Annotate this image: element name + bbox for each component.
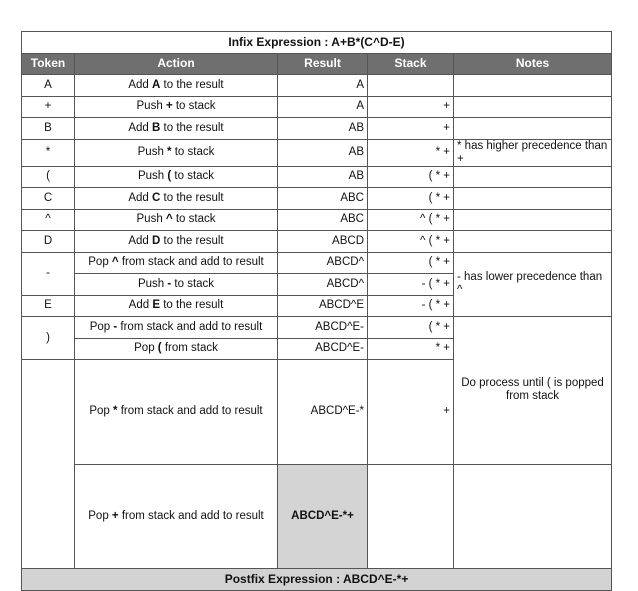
result-cell: ABCD^ <box>278 252 368 274</box>
result-cell: ABC <box>278 209 368 231</box>
table-row <box>22 166 612 188</box>
action-text: Add <box>128 191 153 204</box>
action-text: Push <box>137 146 168 158</box>
stack-cell: * + <box>368 338 454 360</box>
result-cell: ABCD^ <box>278 274 368 296</box>
table-row <box>22 75 612 97</box>
action-text: Add <box>128 78 153 91</box>
action-text: from stack and add to result <box>117 320 263 333</box>
table-row <box>22 464 612 569</box>
result-cell: ABC <box>278 188 368 210</box>
action-text: to the result <box>160 78 224 91</box>
action-cell <box>75 96 278 118</box>
token-cell: ^ <box>22 209 75 231</box>
action-cell <box>75 188 278 210</box>
action-text: Push <box>136 213 166 226</box>
action-cell <box>75 317 278 339</box>
note-cell <box>454 188 612 210</box>
note-cell: Do process until ( is popped from stack <box>454 317 612 465</box>
action-text: to the result <box>160 234 224 247</box>
action-text: Pop <box>88 256 112 269</box>
header-result: Result <box>278 53 368 75</box>
stack-cell: - ( * + <box>368 295 454 317</box>
action-cell <box>75 360 278 465</box>
token-cell <box>22 360 75 569</box>
action-operand: + <box>165 100 173 113</box>
token-cell: D <box>22 231 75 253</box>
action-text: Push <box>137 170 168 183</box>
action-operand: E <box>152 299 161 312</box>
action-text: Add <box>128 234 153 247</box>
stack-cell <box>368 464 454 569</box>
action-operand: A <box>152 78 161 91</box>
token-cell: B <box>22 118 75 140</box>
action-operand: * <box>167 146 172 158</box>
action-cell <box>75 139 278 166</box>
header-action: Action <box>75 53 278 75</box>
postfix-result: Postfix Expression : ABCD^E-*+ <box>22 569 612 591</box>
note-cell <box>454 96 612 118</box>
result-cell: ABCD^E- <box>278 317 368 339</box>
action-text: to stack <box>172 213 216 226</box>
stack-cell: ( * + <box>368 252 454 274</box>
action-text: Pop <box>89 405 114 418</box>
result-cell: ABCD^E- <box>278 338 368 360</box>
stack-cell <box>368 75 454 97</box>
result-cell: AB <box>278 139 368 166</box>
header-token: Token <box>22 53 75 75</box>
note-cell: - has lower precedence than ^ <box>454 252 612 317</box>
stack-cell: + <box>368 96 454 118</box>
table-row <box>22 139 612 166</box>
action-cell <box>75 338 278 360</box>
result-cell: A <box>278 96 368 118</box>
stack-cell: * + <box>368 139 454 166</box>
token-cell: - <box>22 252 75 295</box>
note-cell <box>454 209 612 231</box>
action-cell <box>75 231 278 253</box>
table-row <box>22 96 612 118</box>
result-cell: AB <box>278 118 368 140</box>
action-text: Pop <box>88 509 112 522</box>
stack-cell: - ( * + <box>368 274 454 296</box>
token-cell: ) <box>22 317 75 360</box>
action-text: from stack and add to result <box>118 256 264 269</box>
action-cell <box>75 118 278 140</box>
action-cell <box>75 295 278 317</box>
action-operand: ^ <box>111 256 119 269</box>
result-cell: A <box>278 75 368 97</box>
token-cell: A <box>22 75 75 97</box>
note-cell <box>454 118 612 140</box>
action-text: to stack <box>172 100 216 113</box>
action-operand: - <box>167 277 172 290</box>
action-text: Pop <box>134 342 158 355</box>
action-operand: ( <box>167 170 172 183</box>
result-cell: ABCD^E-* <box>278 360 368 465</box>
action-operand: * <box>113 405 118 418</box>
note-cell <box>454 75 612 97</box>
action-text: to the result <box>160 191 224 204</box>
table-row <box>22 118 612 140</box>
table-row <box>22 209 612 231</box>
action-operand: - <box>113 320 118 333</box>
action-text: Add <box>128 121 153 134</box>
result-cell: ABCD^E-*+ <box>278 464 368 569</box>
table-title: Infix Expression : A+B*(C^D-E) <box>22 32 612 54</box>
token-cell: E <box>22 295 75 317</box>
action-operand: ( <box>157 342 162 355</box>
table-row <box>22 231 612 253</box>
action-cell <box>75 75 278 97</box>
header-stack: Stack <box>368 53 454 75</box>
result-cell: ABCD <box>278 231 368 253</box>
action-operand: ^ <box>165 213 173 226</box>
action-text: from stack and add to result <box>118 509 264 522</box>
stack-cell: ^ ( * + <box>368 231 454 253</box>
action-text: to stack <box>171 170 215 183</box>
note-cell: * has higher precedence than + <box>454 139 612 166</box>
action-cell <box>75 274 278 296</box>
action-cell <box>75 464 278 569</box>
token-cell: * <box>22 139 75 166</box>
action-text: to the result <box>160 299 224 312</box>
action-text: from stack and add to result <box>117 405 263 418</box>
action-text: Push <box>136 100 166 113</box>
table-row <box>22 188 612 210</box>
table-row <box>22 317 612 339</box>
token-cell: ( <box>22 166 75 188</box>
note-cell <box>454 166 612 188</box>
action-text: from stack <box>161 342 218 355</box>
action-operand: + <box>111 509 119 522</box>
token-cell: + <box>22 96 75 118</box>
stack-cell: ( * + <box>368 166 454 188</box>
action-text: to stack <box>171 146 215 158</box>
stack-cell: + <box>368 360 454 465</box>
note-cell <box>454 231 612 253</box>
header-notes: Notes <box>454 53 612 75</box>
action-text: to stack <box>171 277 215 290</box>
action-text: Add <box>128 299 153 312</box>
action-cell <box>75 209 278 231</box>
action-operand: D <box>152 234 161 247</box>
conversion-table <box>21 31 612 591</box>
result-cell: ABCD^E <box>278 295 368 317</box>
stack-cell: + <box>368 118 454 140</box>
stack-cell: ^ ( * + <box>368 209 454 231</box>
table-row <box>22 252 612 274</box>
token-cell: C <box>22 188 75 210</box>
action-text: Pop <box>89 320 114 333</box>
action-cell <box>75 166 278 188</box>
action-text: Push <box>137 277 168 290</box>
action-operand: C <box>152 191 161 204</box>
action-cell <box>75 252 278 274</box>
action-operand: B <box>152 121 161 134</box>
action-text: to the result <box>160 121 224 134</box>
result-cell: AB <box>278 166 368 188</box>
stack-cell: ( * + <box>368 317 454 339</box>
stack-cell: ( * + <box>368 188 454 210</box>
